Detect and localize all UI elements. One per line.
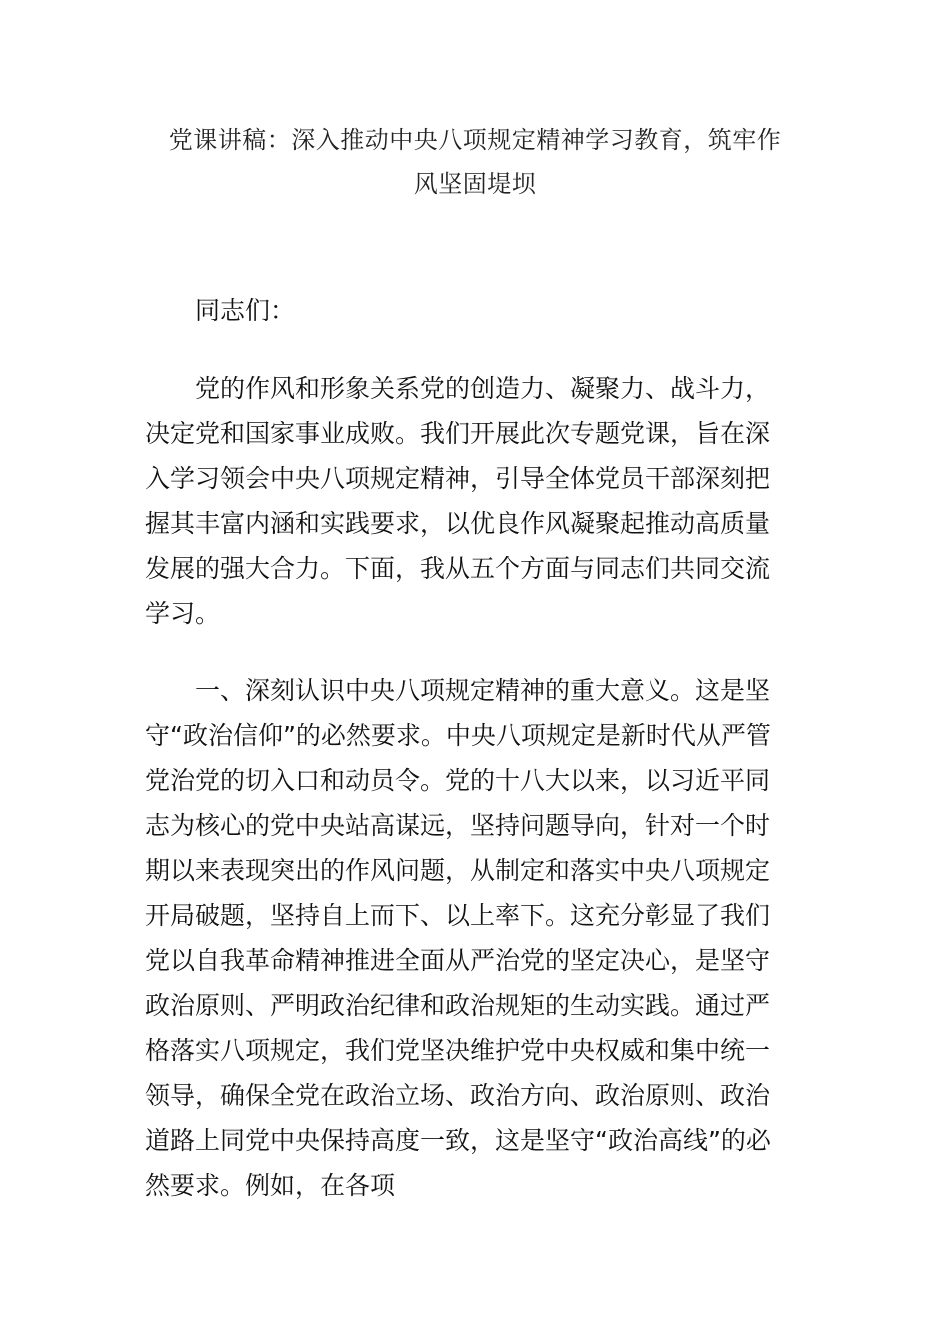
paragraph-line: 党治党的切入口和动员令。党的十八大以来，以习近平同 <box>145 766 771 795</box>
paragraph-intro <box>145 366 795 636</box>
paragraph-line: 志为核心的党中央站高谋远，坚持问题导向，针对一个时 <box>145 811 771 840</box>
greeting-text: 同志们： <box>195 296 296 325</box>
paragraph-line: 入学习领会中央八项规定精神，引导全体党员干部深刻把 <box>145 464 771 493</box>
paragraph-line: 格落实八项规定，我们党坚决维护党中央权威和集中统一 <box>145 1036 771 1065</box>
paragraph-line: 领导，确保全党在政治立场、政治方向、政治原则、政治 <box>145 1081 771 1110</box>
paragraph-line: 然要求。例如，在各项 <box>145 1171 396 1200</box>
paragraph-line: 发展的强大合力。下面，我从五个方面与同志们共同交流 <box>145 554 771 583</box>
paragraph-line: 一、深刻认识中央八项规定精神的重大意义。这是坚 <box>195 676 771 705</box>
paragraph-line: 开局破题，坚持自上而下、以上率下。这充分彰显了我们 <box>145 901 771 930</box>
greeting <box>145 288 795 333</box>
paragraph-line: 握其丰富内涵和实践要求，以优良作风凝聚起推动高质量 <box>145 509 771 538</box>
paragraph-line: 道路上同党中央保持高度一致，这是坚守“政治高线”的必 <box>145 1126 771 1155</box>
paragraph-line: 决定党和国家事业成败。我们开展此次专题党课，旨在深 <box>145 419 771 448</box>
paragraph-line: 党的作风和形象关系党的创造力、凝聚力、战斗力， <box>195 374 771 403</box>
paragraph-section-one <box>145 668 795 1208</box>
paragraph-line: 政治原则、严明政治纪律和政治规矩的生动实践。通过严 <box>145 991 771 1020</box>
paragraph-line: 党以自我革命精神推进全面从严治党的坚定决心，是坚守 <box>145 946 771 975</box>
paragraph-line: 学习。 <box>145 599 221 628</box>
title-line: 风坚固堤坝 <box>413 170 537 198</box>
paragraph-line: 期以来表现突出的作风问题，从制定和落实中央八项规定 <box>145 856 771 885</box>
document-title <box>150 118 800 206</box>
paragraph-line: 守“政治信仰”的必然要求。中央八项规定是新时代从严管 <box>145 721 771 750</box>
title-line: 党课讲稿：深入推动中央八项规定精神学习教育，筑牢作 <box>168 126 782 154</box>
